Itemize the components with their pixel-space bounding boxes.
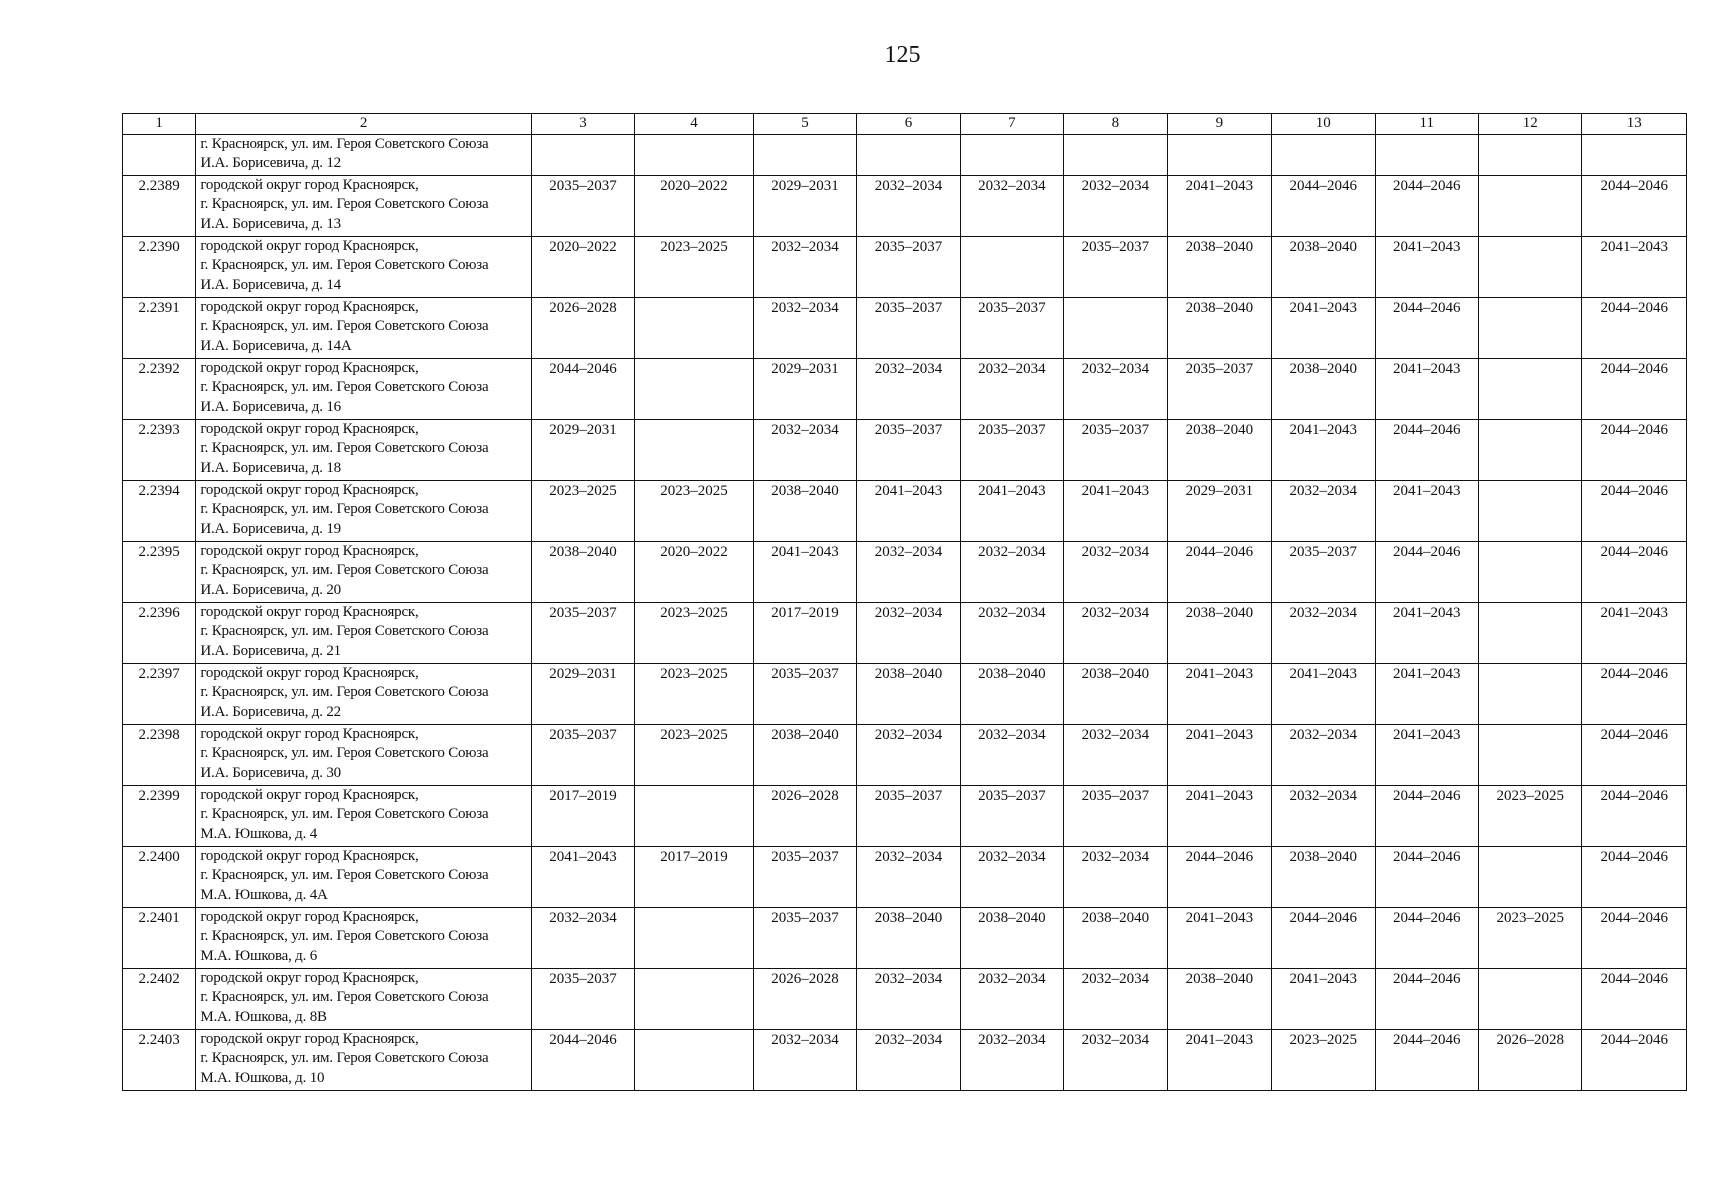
year-range-cell-col-9: 2044–2046 xyxy=(1167,846,1271,907)
year-range-cell-col-4: 2023–2025 xyxy=(635,480,754,541)
year-range-cell-col-11: 2041–2043 xyxy=(1375,602,1478,663)
year-range-cell-col-10: 2041–2043 xyxy=(1272,419,1375,480)
address-line: городской округ город Красноярск, xyxy=(200,176,419,193)
address-cell xyxy=(196,134,532,175)
year-range-cell-col-8: 2035–2037 xyxy=(1064,785,1167,846)
year-range-cell-col-4: 2023–2025 xyxy=(635,663,754,724)
year-range-cell-col-6: 2032–2034 xyxy=(857,1029,960,1090)
table-row xyxy=(123,785,1687,846)
year-range-cell-col-7: 2041–2043 xyxy=(960,480,1063,541)
table-row xyxy=(123,297,1687,358)
year-range-cell-col-8: 2032–2034 xyxy=(1064,602,1167,663)
year-range-cell-col-4: 2017–2019 xyxy=(635,846,754,907)
year-range-cell-col-12 xyxy=(1478,134,1581,175)
year-range-cell-col-13: 2044–2046 xyxy=(1582,541,1687,602)
year-range-cell-col-7: 2032–2034 xyxy=(960,968,1063,1029)
address-cell xyxy=(196,236,532,297)
year-range-cell-col-11: 2044–2046 xyxy=(1375,297,1478,358)
year-range-cell-col-12 xyxy=(1478,724,1581,785)
table-row xyxy=(123,175,1687,236)
year-range-cell-col-11: 2044–2046 xyxy=(1375,419,1478,480)
address-line: М.А. Юшкова, д. 6 xyxy=(200,947,318,964)
year-range-cell-col-9: 2029–2031 xyxy=(1167,480,1271,541)
year-range-cell-col-5: 2035–2037 xyxy=(753,663,856,724)
year-range-cell-col-9: 2038–2040 xyxy=(1167,419,1271,480)
address-line: г. Красноярск, ул. им. Героя Советского Союза xyxy=(200,745,489,761)
address-line: городской округ город Красноярск, xyxy=(200,603,419,620)
year-range-cell-col-10: 2032–2034 xyxy=(1272,785,1375,846)
year-range-cell-col-12 xyxy=(1478,602,1581,663)
column-header-12: 12 xyxy=(1478,114,1581,135)
table-header xyxy=(123,114,1687,135)
address-cell xyxy=(196,175,532,236)
year-range-cell-col-12 xyxy=(1478,236,1581,297)
year-range-cell-col-9 xyxy=(1167,134,1271,175)
year-range-cell-col-4: 2020–2022 xyxy=(635,175,754,236)
year-range-cell-col-5: 2032–2034 xyxy=(753,1029,856,1090)
address-line: городской округ город Красноярск, xyxy=(200,847,419,864)
year-range-cell-col-9: 2041–2043 xyxy=(1167,1029,1271,1090)
address-line: М.А. Юшкова, д. 8В xyxy=(200,1008,327,1025)
table-row xyxy=(123,663,1687,724)
address-line: И.А. Борисевича, д. 18 xyxy=(200,459,341,476)
year-range-cell-col-12: 2023–2025 xyxy=(1478,907,1581,968)
address-line: И.А. Борисевича, д. 14 xyxy=(200,276,341,293)
year-range-cell-col-3: 2044–2046 xyxy=(531,358,634,419)
year-range-cell-col-6: 2032–2034 xyxy=(857,968,960,1029)
year-range-cell-col-7: 2032–2034 xyxy=(960,358,1063,419)
column-header-4: 4 xyxy=(635,114,754,135)
year-range-cell-col-9: 2035–2037 xyxy=(1167,358,1271,419)
year-range-cell-col-5: 2038–2040 xyxy=(753,480,856,541)
table-row xyxy=(123,724,1687,785)
year-range-cell-col-7 xyxy=(960,134,1063,175)
year-range-cell-col-9: 2041–2043 xyxy=(1167,907,1271,968)
address-line: городской округ город Красноярск, xyxy=(200,786,419,803)
year-range-cell-col-6: 2032–2034 xyxy=(857,724,960,785)
year-range-cell-col-7: 2032–2034 xyxy=(960,175,1063,236)
row-number: 2.2400 xyxy=(123,846,196,907)
address-line: г. Красноярск, ул. им. Героя Советского Союза xyxy=(200,1050,489,1066)
year-range-cell-col-11: 2041–2043 xyxy=(1375,480,1478,541)
year-range-cell-col-11: 2044–2046 xyxy=(1375,785,1478,846)
year-range-cell-col-13: 2044–2046 xyxy=(1582,663,1687,724)
address-line: г. Красноярск, ул. им. Героя Советского Союза xyxy=(200,135,489,152)
year-range-cell-col-3: 2023–2025 xyxy=(531,480,634,541)
year-range-cell-col-12 xyxy=(1478,541,1581,602)
year-range-cell-col-8: 2032–2034 xyxy=(1064,968,1167,1029)
header-row xyxy=(123,114,1687,135)
year-range-cell-col-3: 2035–2037 xyxy=(531,968,634,1029)
year-range-cell-col-10: 2044–2046 xyxy=(1272,907,1375,968)
year-range-cell-col-12 xyxy=(1478,663,1581,724)
year-range-cell-col-3: 2035–2037 xyxy=(531,724,634,785)
row-number: 2.2389 xyxy=(123,175,196,236)
year-range-cell-col-11: 2041–2043 xyxy=(1375,663,1478,724)
address-cell xyxy=(196,541,532,602)
address-line: И.А. Борисевича, д. 21 xyxy=(200,642,341,659)
address-line: И.А. Борисевича, д. 14А xyxy=(200,337,352,354)
year-range-cell-col-7 xyxy=(960,236,1063,297)
year-range-cell-col-11: 2044–2046 xyxy=(1375,1029,1478,1090)
year-range-cell-col-3 xyxy=(531,134,634,175)
address-line: г. Красноярск, ул. им. Героя Советского Союза xyxy=(200,989,489,1005)
row-number: 2.2395 xyxy=(123,541,196,602)
year-range-cell-col-9: 2038–2040 xyxy=(1167,297,1271,358)
address-line: И.А. Борисевича, д. 13 xyxy=(200,215,341,232)
year-range-cell-col-13: 2044–2046 xyxy=(1582,846,1687,907)
year-range-cell-col-11: 2041–2043 xyxy=(1375,724,1478,785)
column-header-5: 5 xyxy=(753,114,856,135)
year-range-cell-col-3: 2041–2043 xyxy=(531,846,634,907)
address-line: городской округ город Красноярск, xyxy=(200,542,419,559)
row-number: 2.2394 xyxy=(123,480,196,541)
year-range-cell-col-5 xyxy=(753,134,856,175)
address-line: городской округ город Красноярск, xyxy=(200,481,419,498)
table-row xyxy=(123,846,1687,907)
year-range-cell-col-10 xyxy=(1272,134,1375,175)
year-range-cell-col-4 xyxy=(635,297,754,358)
year-range-cell-col-13: 2041–2043 xyxy=(1582,236,1687,297)
year-range-cell-col-7: 2038–2040 xyxy=(960,907,1063,968)
year-range-cell-col-7: 2032–2034 xyxy=(960,846,1063,907)
column-header-1: 1 xyxy=(123,114,196,135)
row-number xyxy=(123,134,196,175)
year-range-cell-col-9: 2044–2046 xyxy=(1167,541,1271,602)
year-range-cell-col-7: 2035–2037 xyxy=(960,419,1063,480)
address-line: городской округ город Красноярск, xyxy=(200,908,419,925)
row-number: 2.2401 xyxy=(123,907,196,968)
year-range-cell-col-5: 2026–2028 xyxy=(753,968,856,1029)
year-range-cell-col-13: 2041–2043 xyxy=(1582,602,1687,663)
address-cell xyxy=(196,1029,532,1090)
address-line: И.А. Борисевича, д. 20 xyxy=(200,581,341,598)
year-range-cell-col-7: 2032–2034 xyxy=(960,724,1063,785)
address-cell xyxy=(196,297,532,358)
year-range-cell-col-7: 2035–2037 xyxy=(960,785,1063,846)
address-cell xyxy=(196,724,532,785)
table-row xyxy=(123,236,1687,297)
year-range-cell-col-11: 2041–2043 xyxy=(1375,358,1478,419)
year-range-cell-col-6: 2032–2034 xyxy=(857,358,960,419)
address-line: И.А. Борисевича, д. 22 xyxy=(200,703,341,720)
row-number: 2.2397 xyxy=(123,663,196,724)
row-number: 2.2392 xyxy=(123,358,196,419)
year-range-cell-col-5: 2035–2037 xyxy=(753,846,856,907)
year-range-cell-col-12: 2026–2028 xyxy=(1478,1029,1581,1090)
year-range-cell-col-8 xyxy=(1064,134,1167,175)
row-number: 2.2393 xyxy=(123,419,196,480)
year-range-cell-col-3: 2020–2022 xyxy=(531,236,634,297)
year-range-cell-col-10: 2044–2046 xyxy=(1272,175,1375,236)
column-header-7: 7 xyxy=(960,114,1063,135)
year-range-cell-col-4 xyxy=(635,1029,754,1090)
address-line: И.А. Борисевича, д. 30 xyxy=(200,764,341,781)
year-range-cell-col-4: 2020–2022 xyxy=(635,541,754,602)
year-range-cell-col-12 xyxy=(1478,358,1581,419)
year-range-cell-col-7: 2038–2040 xyxy=(960,663,1063,724)
column-header-3: 3 xyxy=(531,114,634,135)
year-range-cell-col-8: 2032–2034 xyxy=(1064,724,1167,785)
address-line: г. Красноярск, ул. им. Героя Советского Союза xyxy=(200,440,489,456)
table-row xyxy=(123,907,1687,968)
year-range-cell-col-8: 2038–2040 xyxy=(1064,907,1167,968)
year-range-cell-col-6: 2032–2034 xyxy=(857,846,960,907)
year-range-cell-col-6: 2038–2040 xyxy=(857,907,960,968)
year-range-cell-col-11: 2041–2043 xyxy=(1375,236,1478,297)
year-range-cell-col-8: 2032–2034 xyxy=(1064,846,1167,907)
year-range-cell-col-12 xyxy=(1478,175,1581,236)
year-range-cell-col-6 xyxy=(857,134,960,175)
address-cell xyxy=(196,968,532,1029)
year-range-cell-col-9: 2041–2043 xyxy=(1167,175,1271,236)
year-range-cell-col-6: 2035–2037 xyxy=(857,236,960,297)
year-range-cell-col-3: 2017–2019 xyxy=(531,785,634,846)
year-range-cell-col-3: 2035–2037 xyxy=(531,602,634,663)
table-row xyxy=(123,419,1687,480)
year-range-cell-col-12 xyxy=(1478,480,1581,541)
address-line: г. Красноярск, ул. им. Героя Советского Союза xyxy=(200,928,489,944)
address-cell xyxy=(196,419,532,480)
year-range-cell-col-13 xyxy=(1582,134,1687,175)
address-line: М.А. Юшкова, д. 4А xyxy=(200,886,328,903)
address-line: городской округ город Красноярск, xyxy=(200,298,419,315)
year-range-cell-col-6: 2038–2040 xyxy=(857,663,960,724)
year-range-cell-col-7: 2035–2037 xyxy=(960,297,1063,358)
year-range-cell-col-13: 2044–2046 xyxy=(1582,968,1687,1029)
address-cell xyxy=(196,602,532,663)
table-row xyxy=(123,1029,1687,1090)
address-line: г. Красноярск, ул. им. Героя Советского Союза xyxy=(200,562,489,578)
year-range-cell-col-6: 2032–2034 xyxy=(857,175,960,236)
year-range-cell-col-8: 2032–2034 xyxy=(1064,175,1167,236)
year-range-cell-col-4 xyxy=(635,968,754,1029)
year-range-cell-col-6: 2041–2043 xyxy=(857,480,960,541)
year-range-cell-col-9: 2041–2043 xyxy=(1167,785,1271,846)
year-range-cell-col-3: 2035–2037 xyxy=(531,175,634,236)
year-range-cell-col-5: 2035–2037 xyxy=(753,907,856,968)
year-range-cell-col-11: 2044–2046 xyxy=(1375,541,1478,602)
address-line: городской округ город Красноярск, xyxy=(200,664,419,681)
address-cell xyxy=(196,785,532,846)
year-range-cell-col-5: 2032–2034 xyxy=(753,297,856,358)
row-number: 2.2399 xyxy=(123,785,196,846)
address-cell xyxy=(196,663,532,724)
table-row xyxy=(123,968,1687,1029)
year-range-cell-col-9: 2038–2040 xyxy=(1167,236,1271,297)
row-number: 2.2391 xyxy=(123,297,196,358)
year-range-cell-col-5: 2029–2031 xyxy=(753,358,856,419)
year-range-cell-col-13: 2044–2046 xyxy=(1582,297,1687,358)
year-range-cell-col-10: 2032–2034 xyxy=(1272,480,1375,541)
year-range-cell-col-13: 2044–2046 xyxy=(1582,480,1687,541)
year-range-cell-col-3: 2029–2031 xyxy=(531,663,634,724)
year-range-cell-col-13: 2044–2046 xyxy=(1582,175,1687,236)
year-range-cell-col-10: 2041–2043 xyxy=(1272,968,1375,1029)
year-range-cell-col-10: 2035–2037 xyxy=(1272,541,1375,602)
year-range-cell-col-8: 2038–2040 xyxy=(1064,663,1167,724)
year-range-cell-col-3: 2032–2034 xyxy=(531,907,634,968)
year-range-cell-col-5: 2038–2040 xyxy=(753,724,856,785)
table-body xyxy=(123,134,1687,1090)
year-range-cell-col-8 xyxy=(1064,297,1167,358)
year-range-cell-col-5: 2029–2031 xyxy=(753,175,856,236)
address-line: М.А. Юшкова, д. 10 xyxy=(200,1069,325,1086)
year-range-cell-col-11: 2044–2046 xyxy=(1375,968,1478,1029)
address-line: г. Красноярск, ул. им. Героя Советского Союза xyxy=(200,501,489,517)
year-range-cell-col-6: 2032–2034 xyxy=(857,541,960,602)
row-number: 2.2402 xyxy=(123,968,196,1029)
address-line: городской округ город Красноярск, xyxy=(200,969,419,986)
table-row xyxy=(123,358,1687,419)
year-range-cell-col-8: 2032–2034 xyxy=(1064,541,1167,602)
year-range-cell-col-13: 2044–2046 xyxy=(1582,907,1687,968)
year-range-cell-col-3: 2038–2040 xyxy=(531,541,634,602)
year-range-cell-col-8: 2035–2037 xyxy=(1064,419,1167,480)
year-range-cell-col-10: 2038–2040 xyxy=(1272,236,1375,297)
year-range-cell-col-5: 2026–2028 xyxy=(753,785,856,846)
row-number: 2.2396 xyxy=(123,602,196,663)
address-line: городской округ город Красноярск, xyxy=(200,420,419,437)
row-number: 2.2403 xyxy=(123,1029,196,1090)
year-range-cell-col-3: 2044–2046 xyxy=(531,1029,634,1090)
year-range-cell-col-5: 2032–2034 xyxy=(753,419,856,480)
year-range-cell-col-4 xyxy=(635,419,754,480)
year-range-cell-col-10: 2038–2040 xyxy=(1272,846,1375,907)
year-range-cell-col-11: 2044–2046 xyxy=(1375,175,1478,236)
year-range-cell-col-6: 2035–2037 xyxy=(857,297,960,358)
year-range-cell-col-10: 2032–2034 xyxy=(1272,602,1375,663)
row-number: 2.2398 xyxy=(123,724,196,785)
year-range-cell-col-13: 2044–2046 xyxy=(1582,1029,1687,1090)
address-line: городской округ город Красноярск, xyxy=(200,237,419,254)
year-range-cell-col-11: 2044–2046 xyxy=(1375,846,1478,907)
year-range-cell-col-3: 2026–2028 xyxy=(531,297,634,358)
year-range-cell-col-4: 2023–2025 xyxy=(635,236,754,297)
year-range-cell-col-10: 2023–2025 xyxy=(1272,1029,1375,1090)
address-line: г. Красноярск, ул. им. Героя Советского Союза xyxy=(200,257,489,273)
address-line: г. Красноярск, ул. им. Героя Советского Союза xyxy=(200,867,489,883)
address-line: городской округ город Красноярск, xyxy=(200,359,419,376)
year-range-cell-col-12 xyxy=(1478,968,1581,1029)
year-range-cell-col-8: 2032–2034 xyxy=(1064,358,1167,419)
year-range-cell-col-7: 2032–2034 xyxy=(960,1029,1063,1090)
year-range-cell-col-9: 2038–2040 xyxy=(1167,968,1271,1029)
year-range-cell-col-4 xyxy=(635,907,754,968)
year-range-cell-col-10: 2041–2043 xyxy=(1272,297,1375,358)
table-row xyxy=(123,134,1687,175)
year-range-cell-col-4 xyxy=(635,134,754,175)
schedule-table xyxy=(122,113,1687,1091)
year-range-cell-col-4 xyxy=(635,358,754,419)
column-header-8: 8 xyxy=(1064,114,1167,135)
year-range-cell-col-13: 2044–2046 xyxy=(1582,724,1687,785)
column-header-6: 6 xyxy=(857,114,960,135)
year-range-cell-col-12 xyxy=(1478,846,1581,907)
year-range-cell-col-9: 2038–2040 xyxy=(1167,602,1271,663)
year-range-cell-col-6: 2035–2037 xyxy=(857,419,960,480)
year-range-cell-col-10: 2038–2040 xyxy=(1272,358,1375,419)
year-range-cell-col-12 xyxy=(1478,297,1581,358)
address-line: И.А. Борисевича, д. 12 xyxy=(200,155,341,171)
column-header-9: 9 xyxy=(1167,114,1271,135)
address-cell xyxy=(196,846,532,907)
address-line: г. Красноярск, ул. им. Героя Советского Союза xyxy=(200,196,489,212)
year-range-cell-col-5: 2017–2019 xyxy=(753,602,856,663)
year-range-cell-col-6: 2032–2034 xyxy=(857,602,960,663)
year-range-cell-col-11 xyxy=(1375,134,1478,175)
year-range-cell-col-12: 2023–2025 xyxy=(1478,785,1581,846)
year-range-cell-col-9: 2041–2043 xyxy=(1167,663,1271,724)
year-range-cell-col-8: 2035–2037 xyxy=(1064,236,1167,297)
year-range-cell-col-4: 2023–2025 xyxy=(635,602,754,663)
year-range-cell-col-3: 2029–2031 xyxy=(531,419,634,480)
address-line: городской округ город Красноярск, xyxy=(200,1030,419,1047)
year-range-cell-col-10: 2041–2043 xyxy=(1272,663,1375,724)
year-range-cell-col-13: 2044–2046 xyxy=(1582,358,1687,419)
address-line: г. Красноярск, ул. им. Героя Советского Союза xyxy=(200,318,489,334)
column-header-10: 10 xyxy=(1272,114,1375,135)
page-number: 125 xyxy=(884,42,921,68)
address-cell xyxy=(196,480,532,541)
address-line: М.А. Юшкова, д. 4 xyxy=(200,825,318,842)
address-cell xyxy=(196,358,532,419)
table-row xyxy=(123,541,1687,602)
year-range-cell-col-13: 2044–2046 xyxy=(1582,785,1687,846)
year-range-cell-col-5: 2032–2034 xyxy=(753,236,856,297)
row-number: 2.2390 xyxy=(123,236,196,297)
address-line: городской округ город Красноярск, xyxy=(200,725,419,742)
year-range-cell-col-13: 2044–2046 xyxy=(1582,419,1687,480)
year-range-cell-col-8: 2041–2043 xyxy=(1064,480,1167,541)
address-line: г. Красноярск, ул. им. Героя Советского Союза xyxy=(200,806,489,822)
address-line: г. Красноярск, ул. им. Героя Советского Союза xyxy=(200,684,489,700)
year-range-cell-col-8: 2032–2034 xyxy=(1064,1029,1167,1090)
year-range-cell-col-9: 2041–2043 xyxy=(1167,724,1271,785)
year-range-cell-col-4 xyxy=(635,785,754,846)
year-range-cell-col-12 xyxy=(1478,419,1581,480)
year-range-cell-col-5: 2041–2043 xyxy=(753,541,856,602)
address-line: г. Красноярск, ул. им. Героя Советского Союза xyxy=(200,379,489,395)
column-header-11: 11 xyxy=(1375,114,1478,135)
table-row xyxy=(123,480,1687,541)
year-range-cell-col-4: 2023–2025 xyxy=(635,724,754,785)
year-range-cell-col-7: 2032–2034 xyxy=(960,541,1063,602)
year-range-cell-col-6: 2035–2037 xyxy=(857,785,960,846)
address-line: г. Красноярск, ул. им. Героя Советского Союза xyxy=(200,623,489,639)
address-cell xyxy=(196,907,532,968)
column-header-13: 13 xyxy=(1582,114,1687,135)
column-header-2: 2 xyxy=(196,114,532,135)
year-range-cell-col-7: 2032–2034 xyxy=(960,602,1063,663)
address-line: И.А. Борисевича, д. 16 xyxy=(200,398,341,415)
address-line: И.А. Борисевича, д. 19 xyxy=(200,520,341,537)
table-row xyxy=(123,602,1687,663)
year-range-cell-col-11: 2044–2046 xyxy=(1375,907,1478,968)
year-range-cell-col-10: 2032–2034 xyxy=(1272,724,1375,785)
